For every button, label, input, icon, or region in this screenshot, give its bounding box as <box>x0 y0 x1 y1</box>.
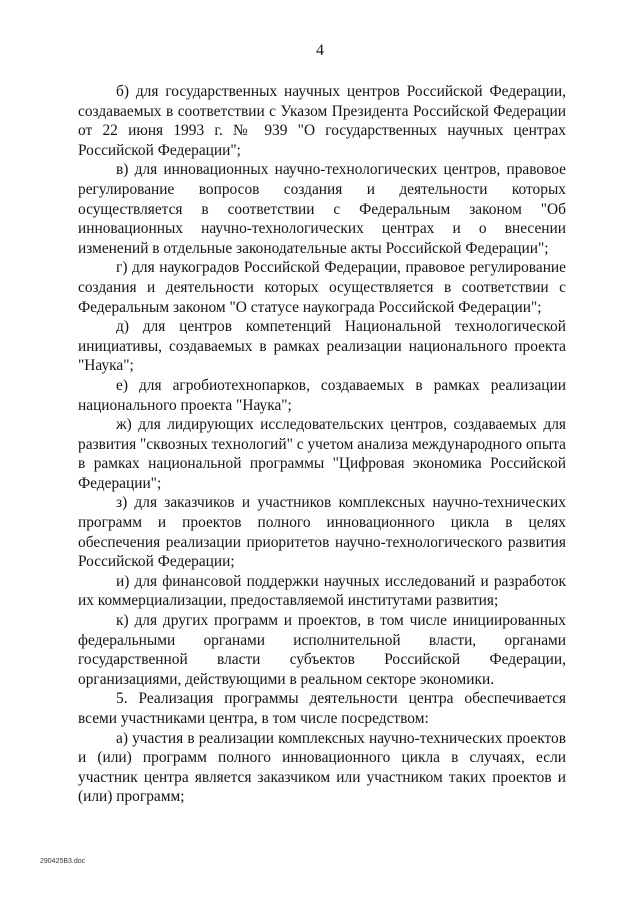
paragraph-z: з) для заказчиков и участников комплексных научно-технических программ и проектов полного инновационного цикла в целях обеспечения реализации приоритетов научно-технологического развития Российской Федерации; <box>78 494 566 571</box>
document-body <box>78 82 566 807</box>
paragraph-a: а) участия в реализации комплексных научно-технических проектов и (или) программ полного инновационного цикла в случаях, если участник центра является заказчиком или участником таких проектов и (или) программ; <box>78 729 566 806</box>
footer-filename: 290425B3.doc <box>40 858 86 865</box>
paragraph-e: е) для агробиотехнопарков, создаваемых в рамках реализации национального проекта "Наука"; <box>78 376 566 414</box>
paragraph-g: г) для наукоградов Российской Федерации, правовое регулирование создания и деятельности которых осуществляется в соответствии с Федеральным законом "О статусе наукограда Российской Федерации"; <box>78 259 566 316</box>
paragraph-v: в) для инновационных научно-технологических центров, правовое регулирование вопросов создания и деятельности которых осуществляется в соответствии с Федеральным законом "Об инновационных научно-технологических центрах и о внесении изменений в отдельные законодательные акты Российской Федерации"; <box>78 161 566 257</box>
paragraph-zh: ж) для лидирующих исследовательских центров, создаваемых для развития "сквозных технологий" с учетом анализа международного опыта в рамках национальной программы "Цифровая экономика Российской Федерации"; <box>78 416 566 492</box>
page-number: 4 <box>316 42 324 59</box>
paragraph-i: и) для финансовой поддержки научных исследований и разработок их коммерциализации, предоставляемой институтами развития; <box>78 572 566 610</box>
paragraph-5: 5. Реализация программы деятельности центра обеспечивается всеми участниками центра, в том числе посредством: <box>78 690 566 727</box>
paragraph-k: к) для других программ и проектов, в том числе инициированных федеральными органами исполнительной власти, органами государственной власти субъектов Российской Федерации, организациями, действующими в реальном секторе экономики. <box>78 612 566 688</box>
paragraph-d: д) для центров компетенций Национальной технологической инициативы, создаваемых в рамках реализации национального проекта "Наука"; <box>78 318 566 375</box>
paragraph-b: б) для государственных научных центров Российской Федерации, создаваемых в соответствии с Указом Президента Российской Федерации от 22 июня 1993 г. № 939 "О государственных научных центрах Российской Федерации"; <box>78 83 566 159</box>
